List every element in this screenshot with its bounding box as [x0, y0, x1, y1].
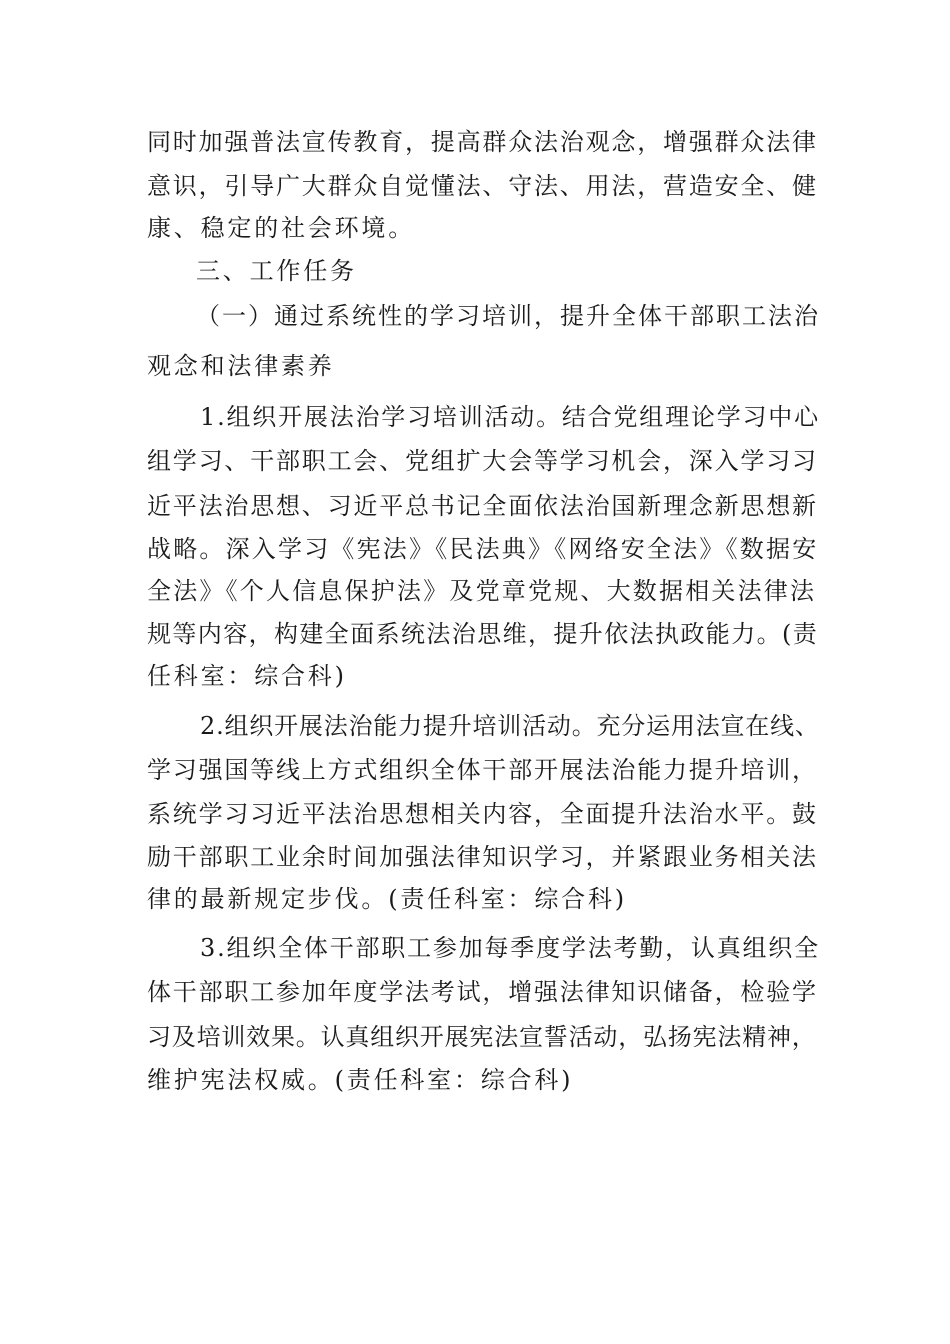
- subsection-heading-cont: 观念和法律素养: [147, 352, 335, 380]
- text-line: 同时加强普法宣传教育，提高群众法治观念，增强群众法律: [147, 128, 818, 156]
- subsection-heading: （一）通过系统性的学习培训，提升全体干部职工法治: [196, 302, 820, 330]
- text-line: 康、稳定的社会环境。: [147, 214, 415, 242]
- section-heading: 三、工作任务: [196, 257, 357, 285]
- text-line: 励干部职工业余时间加强法律知识学习，并紧跟业务相关法: [147, 843, 818, 871]
- text-line: 习及培训效果。认真组织开展宪法宣誓活动，弘扬宪法精神，: [147, 1023, 817, 1051]
- text-line: 系统学习习近平法治思想相关内容，全面提升法治水平。鼓: [147, 800, 818, 828]
- text-line: 学习强国等线上方式组织全体干部开展法治能力提升培训，: [147, 756, 818, 784]
- text-line: 3.组织全体干部职工参加每季度学法考勤，认真组织全: [200, 934, 820, 962]
- text-line: 战略。深入学习《宪法》《民法典》《网络安全法》《数据安: [147, 535, 819, 563]
- text-line: 律的最新规定步伐。(责任科室：综合科): [147, 885, 627, 913]
- text-line: 2.组织开展法治能力提升培训活动。充分运用法宣在线、: [200, 712, 820, 740]
- text-line: 规等内容，构建全面系统法治思维，提升依法执政能力。(责: [147, 620, 819, 648]
- text-line: 全法》《个人信息保护法》及党章党规、大数据相关法律法: [147, 577, 817, 605]
- text-line: 体干部职工参加年度学法考试，增强法律知识储备，检验学: [147, 978, 818, 1006]
- text-line: 近平法治思想、习近平总书记全面依法治国新理念新思想新: [147, 492, 818, 520]
- text-line: 组学习、干部职工会、党组扩大会等学习机会，深入学习习: [147, 447, 818, 475]
- text-line: 1.组织开展法治学习培训活动。结合党组理论学习中心: [200, 403, 820, 431]
- text-line: 意识，引导广大群众自觉懂法、守法、用法，营造安全、健: [147, 172, 818, 200]
- text-line: 维护宪法权威。(责任科室：综合科): [147, 1066, 574, 1094]
- text-line: 任科室：综合科): [147, 662, 347, 690]
